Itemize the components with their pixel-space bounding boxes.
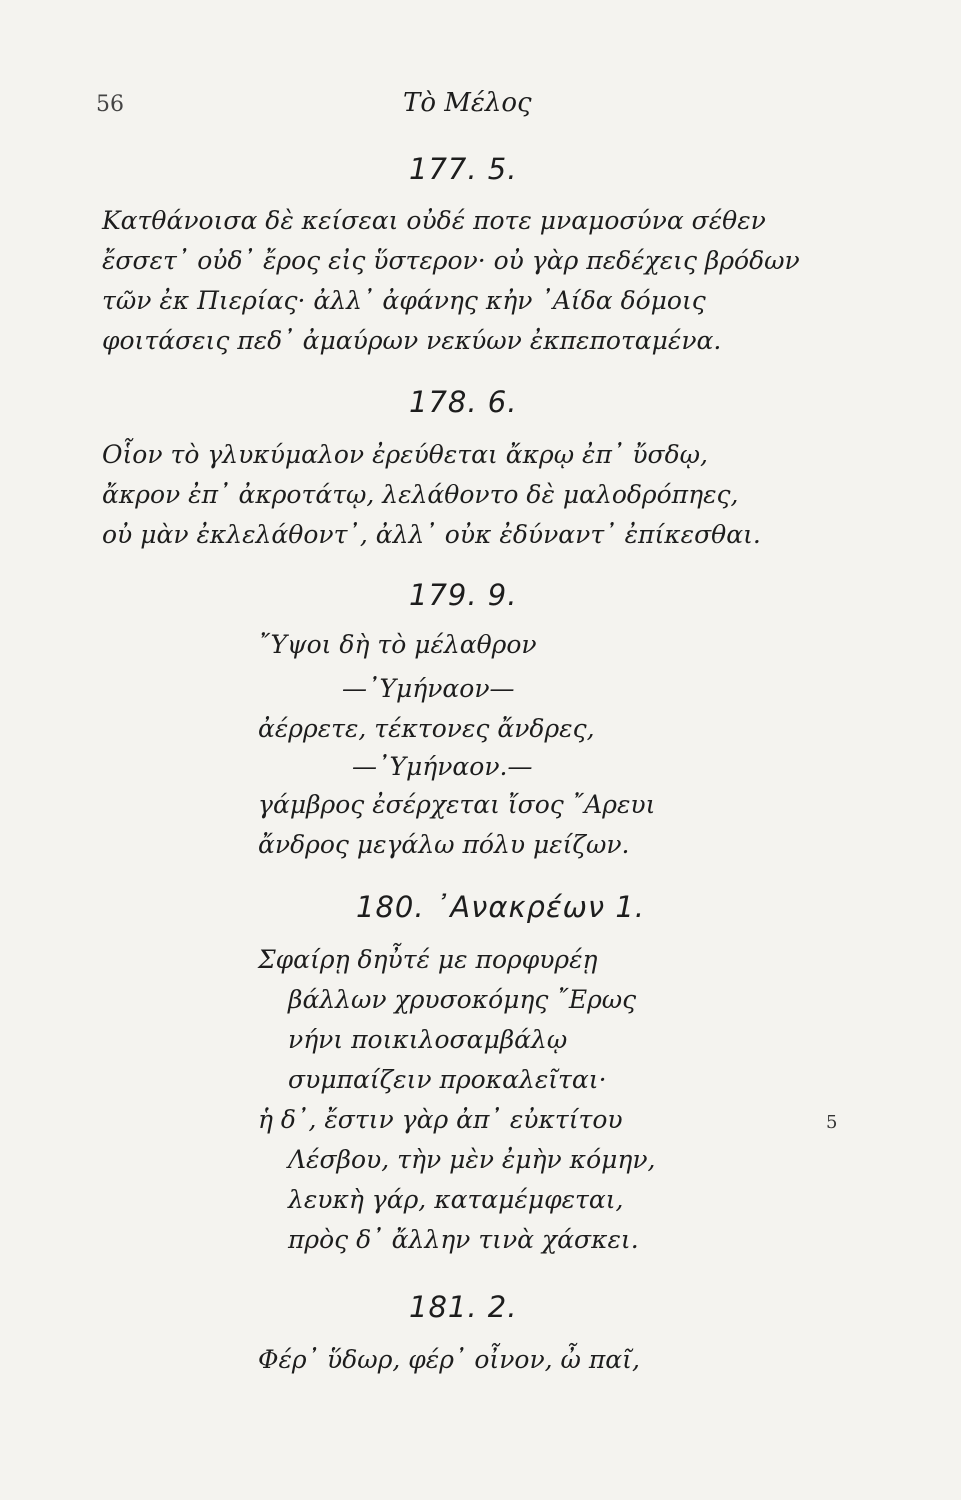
poem-line: λευκὴ γάρ, καταμέμφεται,: [288, 1185, 624, 1214]
poem-heading: 178. 6.: [409, 385, 518, 419]
poem-line: οὐ μὰν ἐκλελάθοντ᾽, ἀλλ᾽ οὐκ ἐδύναντ᾽ ἐπίκεσθαι.: [102, 520, 761, 549]
poem-line: γάμβρος ἐσέρχεται ἴσος ῎Αρευι: [258, 790, 656, 819]
poem-line: συμπαίζειν προκαλεῖται·: [288, 1065, 607, 1094]
poem-heading: 180. ᾽Ανακρέων 1.: [356, 890, 645, 924]
poem-line: ἀέρρετε, τέκτονες ἄνδρες,: [258, 714, 595, 743]
poem-line: νήνι ποικιλοσαμβάλῳ: [288, 1025, 568, 1054]
margin-line-number: 5: [826, 1112, 838, 1133]
poem-line: ἄκρον ἐπ᾽ ἀκροτάτῳ, λελάθοντο δὲ μαλοδρόπηες,: [102, 480, 739, 509]
poem-line: φοιτάσεις πεδ᾽ ἀμαύρων νεκύων ἐκπεποταμένα.: [102, 326, 722, 355]
poem-line: τῶν ἐκ Πιερίας· ἀλλ᾽ ἀφάνης κἠν ᾽Αίδα δόμοις: [102, 286, 706, 315]
poem-heading: 177. 5.: [409, 152, 518, 186]
poem-line: ἔσσετ᾽ οὐδ᾽ ἔρος εἰς ὕστερον· οὐ γὰρ πεδέχεις βρόδων: [102, 246, 800, 275]
poem-line: Οἷον τὸ γλυκύμαλον ἐρεύθεται ἄκρῳ ἐπ᾽ ὔσδῳ,: [102, 440, 708, 469]
poem-line: βάλλων χρυσοκόμης ῎Ερως: [288, 985, 637, 1014]
poem-line: ἡ δ᾽, ἔστιν γὰρ ἀπ᾽ εὐκτίτου: [258, 1105, 623, 1134]
poem-line: Κατθάνοισα δὲ κείσεαι οὐδέ ποτε μναμοσύνα σέθεν: [102, 206, 766, 235]
poem-line: Σφαίρῃ δηὖτέ με πορφυρέῃ: [258, 945, 598, 974]
poem-line: ῎Υψοι δὴ τὸ μέλαθρον: [258, 630, 537, 659]
poem-line: ἄνδρος μεγάλω πόλυ μείζων.: [258, 830, 630, 859]
refrain-line: —᾽Υμήναον—: [342, 674, 515, 703]
page-header: [0, 88, 961, 124]
running-title: Τὸ Μέλος: [403, 88, 532, 118]
poem-line: πρὸς δ᾽ ἄλλην τινὰ χάσκει.: [288, 1225, 639, 1254]
poem-line: Φέρ᾽ ὕδωρ, φέρ᾽ οἶνον, ὦ παῖ,: [258, 1345, 640, 1374]
poem-line: Λέσβου, τὴν μὲν ἐμὴν κόμην,: [288, 1145, 656, 1174]
page-number: 56: [96, 92, 124, 117]
poem-heading: 179. 9.: [409, 578, 518, 612]
poem-heading: 181. 2.: [409, 1290, 518, 1324]
refrain-line: —᾽Υμήναον.—: [352, 752, 533, 781]
